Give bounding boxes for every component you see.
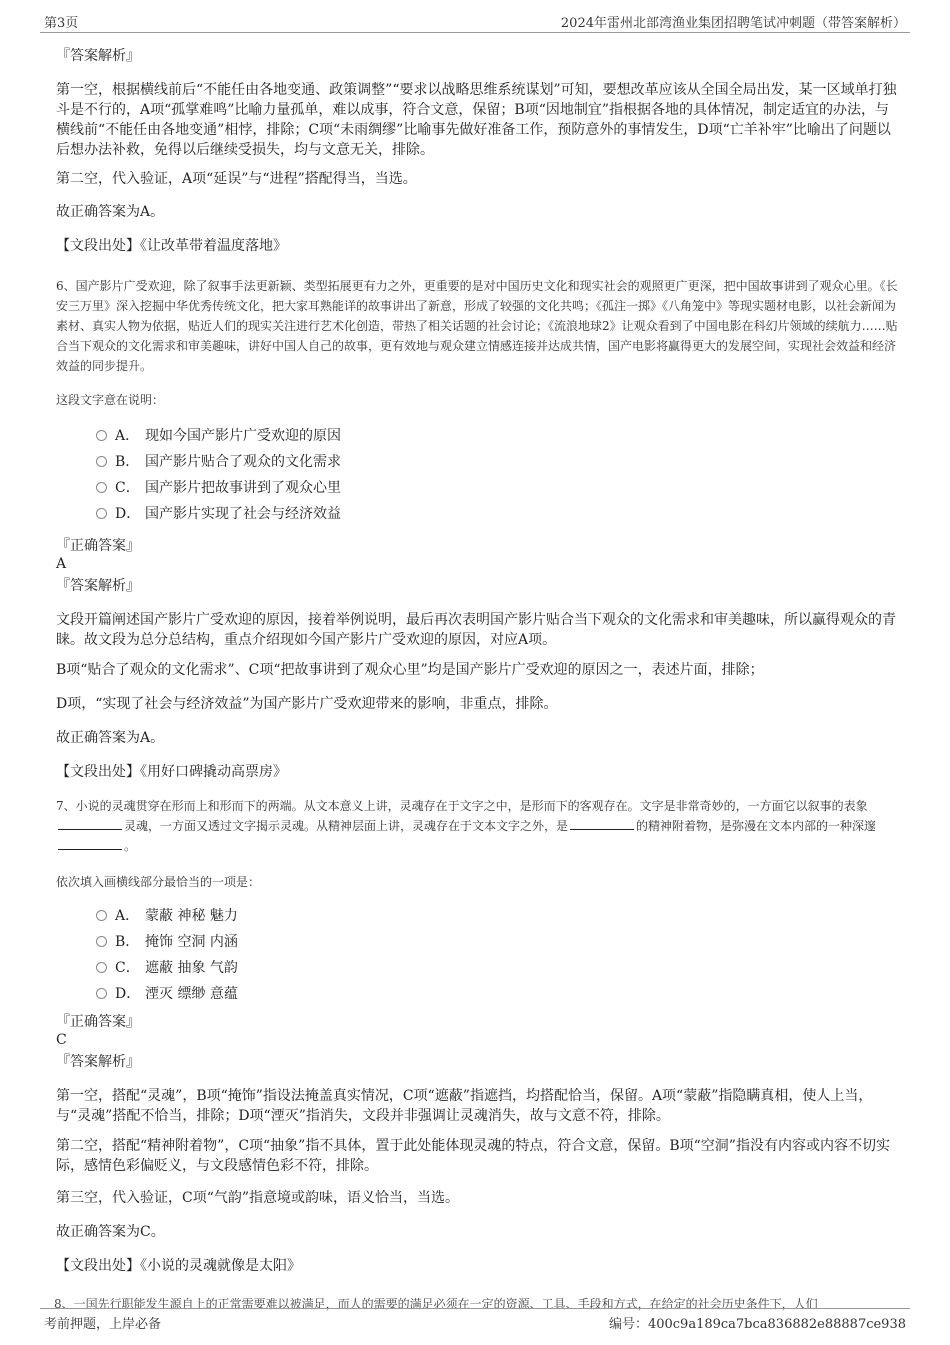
answer-statement: 故正确答案为C。 [56,1224,165,1240]
radio-icon[interactable] [96,936,107,947]
radio-icon[interactable] [96,456,107,467]
correct-answer-label: 『正确答案』 [56,1014,140,1030]
radio-icon[interactable] [96,962,107,973]
truncated-question-text: 8、一国先行职能发生源自上的正常需要难以被满足，而人的需要的满足必须在一定的资源、工具、手段和方式，在给定的社会历史条件下，人们 [54,1297,818,1311]
correct-answer: C [56,1032,67,1048]
analysis-paragraph: 第二空，搭配“精神附着物”，C项“抽象”指不具体，置于此处能体现灵魂的特点，符合文意，保留。B项“空洞”指没有内容或内容不切实际，感情色彩偏贬义，与文段感情色彩不符，排除。 [56,1138,890,1174]
correct-answer-label: 『正确答案』 [56,538,140,554]
option-a[interactable]: A． 蒙蔽 神秘 魅力 [96,906,238,926]
fill-blank-1 [58,817,122,830]
analysis-paragraph: 第一空，根据横线前后“不能任由各地变通、政策调整”“要求以战略思维系统谋划”可知，要想改革应该从全国全局出发，某一区域单打独斗是不行的，A项“孤掌难鸣”比喻力量孤单，难以成事，符合文意，保留；B项“因地制宜”指根据各地的具体情况，制定适宜的办法，与横线前“不能任由各地变通”相悖，排除；C项“未雨绸缪”比喻事先做好准备工作，预防意外的事情发生，D项“亡羊补牢”比喻出了问题以后想办法补救，免得以后继续受损失，均与文意无关，排除。 [56,82,897,158]
document-title: 2024年雷州北部湾渔业集团招聘笔试冲刺题（带答案解析） [560,16,906,31]
radio-icon[interactable] [96,910,107,921]
analysis-label: 『答案解析』 [56,48,140,64]
source-citation: 【文段出处】《用好口碑撬动高票房》 [56,764,287,780]
correct-answer: A [56,556,67,572]
answer-statement: 故正确答案为A。 [56,204,165,220]
analysis-paragraph: D项，“实现了社会与经济效益”为国产影片广受欢迎带来的影响，非重点，排除。 [56,696,558,712]
option-d[interactable]: D． 国产影片实现了社会与经济效益 [96,504,341,524]
document-id: 编号：400c9a189ca7bca836882e88887ce938 [608,1317,906,1332]
analysis-label: 『答案解析』 [56,1054,140,1070]
analysis-paragraph: 第三空，代入验证，C项“气韵”指意境或韵味，语义恰当，当选。 [56,1190,460,1206]
analysis-paragraph: B项“贴合了观众的文化需求”、C项“把故事讲到了观众心里”均是国产影片广受欢迎的原因之一，表述片面，排除； [56,662,764,678]
page-number: 第3页 [44,16,79,31]
fill-blank-2 [570,817,634,830]
option-a[interactable]: A． 现如今国产影片广受欢迎的原因 [96,426,341,446]
analysis-paragraph: 第一空，搭配“灵魂”，B项“掩饰”指设法掩盖真实情况，C项“遮蔽”指遮挡，均搭配恰当，保留。A项“蒙蔽”指隐瞒真相，使人上当，与“灵魂”搭配不恰当，排除；D项“湮灭”指消失，文段并非强调让灵魂消失，故与文意不符，排除。 [56,1088,873,1124]
source-citation: 【文段出处】《让改革带着温度落地》 [56,238,287,254]
option-c[interactable]: C． 国产影片把故事讲到了观众心里 [96,478,341,498]
page-header [40,10,910,33]
option-d[interactable]: D． 湮灭 缥缈 意蕴 [96,984,238,1004]
question-stem: 7、小说的灵魂贯穿在形而上和形而下的两端。从文本意义上讲，灵魂存在于文字之中，是形而下的客观存在。文字是非常奇妙的，一方面它以叙事的表象灵魂，一方面又透过文字揭示灵魂。从精神层面上讲，灵魂存在于文本文字之外，是 的精神附着物，是弥漫在文本内部的一种深邃。 [56,799,877,853]
radio-icon[interactable] [96,482,107,493]
analysis-paragraph: 文段开篇阐述国产影片广受欢迎的原因，接着举例说明，最后再次表明国产影片贴合当下观众的文化需求和审美趣味，所以赢得观众的青睐。故文段为总分总结构，重点介绍现如今国产影片广受欢迎的原因，对应A项。 [56,612,896,648]
radio-icon[interactable] [96,988,107,999]
radio-icon[interactable] [96,430,107,441]
fill-blank-3 [58,837,122,850]
question-prompt: 这段文字意在说明： [56,393,165,407]
question-stem: 6、国产影片广受欢迎，除了叙事手法更新颖、类型拓展更有力之外，更重要的是对中国历史文化和现实社会的观照更广更深，把中国故事讲到了观众心里。《长安三万里》深入挖掘中华优秀传统文化，把大家耳熟能详的故事讲出了新意，形成了较强的文化共鸣；《孤注一掷》《八角笼中》等现实题材电影，以社会新闻为素材、真实人物为依据，贴近人们的现实关注进行艺术化创造，带热了相关话题的社会讨论；《流浪地球2》让观众看到了中国电影在科幻片领域的续航力……贴合当下观众的文化需求和审美趣味，讲好中国人自己的故事，更有效地与观众建立情感连接并达成共情，国产电影将赢得更大的发展空间，实现社会效益和经济效益的同步提升。 [56,279,898,373]
answer-statement: 故正确答案为A。 [56,730,165,746]
page-footer [40,1308,910,1333]
option-b[interactable]: B． 掩饰 空洞 内涵 [96,932,238,952]
source-citation: 【文段出处】《小说的灵魂就像是太阳》 [56,1258,301,1274]
analysis-paragraph: 第二空，代入验证，A项“延误”与“进程”搭配得当，当选。 [56,171,417,187]
option-c[interactable]: C． 遮蔽 抽象 气韵 [96,958,238,978]
footer-slogan: 考前押题，上岸必备 [44,1317,162,1332]
question-prompt: 依次填入画横线部分最恰当的一项是： [56,875,261,889]
analysis-label: 『答案解析』 [56,578,140,594]
radio-icon[interactable] [96,508,107,519]
option-b[interactable]: B． 国产影片贴合了观众的文化需求 [96,452,341,472]
